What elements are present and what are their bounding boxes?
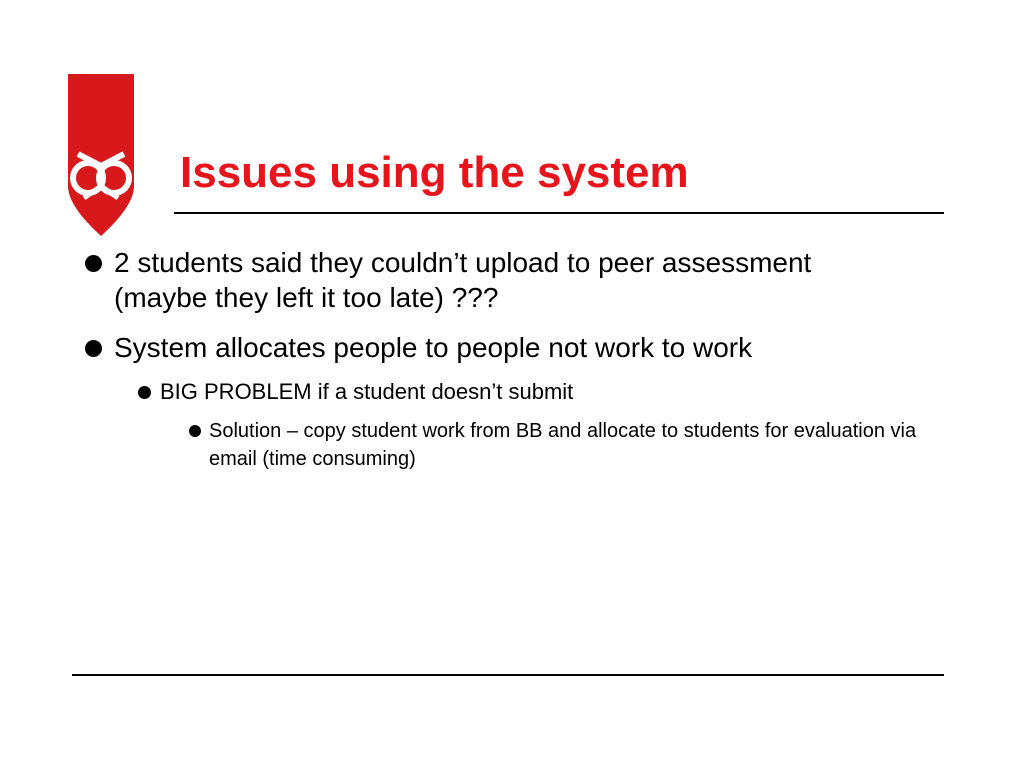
footer-divider [72, 674, 944, 676]
bullet-item [114, 245, 834, 315]
bullet-text: Solution – copy student work from BB and allocate to students for evaluation via email (time consuming) [209, 420, 917, 470]
bullet-dot-icon [85, 255, 102, 272]
university-crest-logo-icon [68, 74, 134, 236]
sub-bullet-item [160, 378, 860, 406]
sub-sub-bullet-item [209, 417, 929, 473]
bullet-text: 2 students said they couldn’t upload to peer assessment (maybe they left it too late) ??? [114, 247, 812, 313]
bullet-item [114, 330, 914, 365]
bullet-text: BIG PROBLEM if a student doesn’t submit [160, 379, 574, 404]
slide-title: Issues using the system [180, 148, 689, 197]
bullet-text: System allocates people to people not work to work [114, 332, 753, 363]
bullet-dot-icon [85, 340, 102, 357]
bullet-dot-icon [138, 386, 151, 399]
bullet-dot-icon [189, 425, 201, 437]
title-divider [174, 212, 944, 214]
